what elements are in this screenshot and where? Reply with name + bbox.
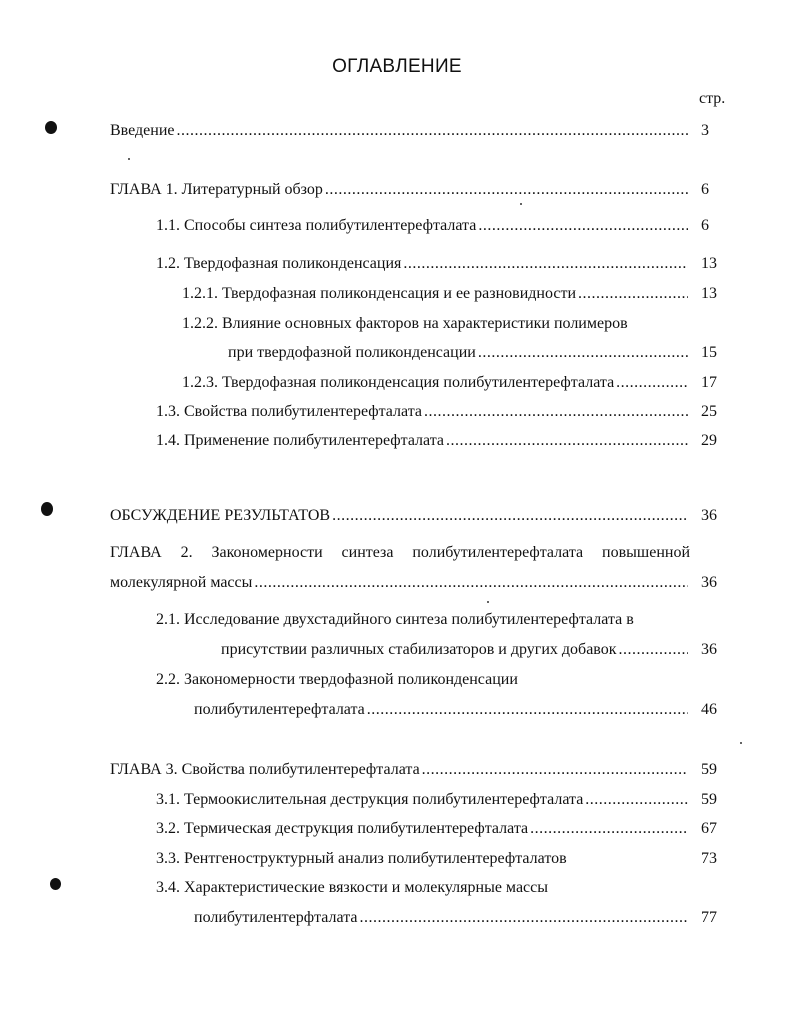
- toc-entry-1-3[interactable]: [156, 402, 690, 422]
- toc-entry-3-3[interactable]: [156, 849, 567, 869]
- toc-entry-text: 1.3. Свойства полибутилентерефталата: [156, 403, 422, 420]
- toc-entry-1-2-2[interactable]: [182, 314, 628, 334]
- toc-entry-2-1-continuation[interactable]: [221, 640, 690, 660]
- leader-dots: [332, 506, 688, 526]
- toc-entry-chapter-3[interactable]: [110, 760, 690, 780]
- leader-dots: [367, 700, 688, 720]
- toc-entry-text: ОБСУЖДЕНИЕ РЕЗУЛЬТАТОВ: [110, 507, 331, 524]
- toc-page-number: 13: [701, 285, 717, 302]
- page-title: ОГЛАВЛЕНИЕ: [332, 56, 462, 77]
- leader-dots: [619, 640, 688, 660]
- toc-entry-1-2-3[interactable]: [182, 373, 690, 393]
- leader-dots: [578, 284, 688, 304]
- toc-entry-2-1[interactable]: [156, 610, 634, 630]
- leader-dots: [325, 180, 688, 200]
- toc-entry-1-1[interactable]: [156, 216, 690, 236]
- toc-entry-chapter-2[interactable]: ГЛАВА 2. Закономерности синтеза полибутилентерефталата повышенной: [110, 544, 690, 561]
- scan-blot-mark: [45, 121, 57, 134]
- toc-entry-text: 3.4. Характеристические вязкости и молекулярные массы: [156, 879, 548, 896]
- leader-dots: [424, 402, 688, 422]
- toc-entry-text-continuation: полибутилентерфталата: [194, 909, 358, 926]
- toc-page-number: 59: [701, 791, 717, 808]
- leader-dots: [403, 254, 688, 274]
- scan-speck: [128, 158, 130, 160]
- leader-dots: [422, 760, 688, 780]
- toc-entry-chapter-2-continuation[interactable]: [110, 573, 690, 593]
- toc-page-number: 36: [701, 574, 717, 591]
- toc-page-number: 77: [701, 909, 717, 926]
- leader-dots: [478, 216, 688, 236]
- toc-page-number: 29: [701, 432, 717, 449]
- toc-page-number: 36: [701, 641, 717, 658]
- toc-entry-1-4[interactable]: [156, 431, 690, 451]
- toc-entry-text-continuation: присутствии различных стабилизаторов и других добавок: [221, 641, 617, 658]
- toc-entry-text: 1.4. Применение полибутилентерефталата: [156, 432, 445, 449]
- toc-entry-2-2[interactable]: [156, 670, 518, 690]
- toc-entry-text: 1.2.2. Влияние основных факторов на характеристики полимеров: [182, 315, 628, 332]
- toc-entry-text: 1.2. Твердофазная поликонденсация: [156, 255, 402, 272]
- toc-entry-text: 2.2. Закономерности твердофазной поликонденсации: [156, 671, 518, 688]
- toc-entry-text: 1.1. Способы синтеза полибутилентерефталата: [156, 217, 477, 234]
- toc-entry-text-continuation: при твердофазной поликонденсации: [228, 344, 476, 361]
- toc-page-number: 59: [701, 761, 717, 778]
- toc-entry-1-2-2-continuation[interactable]: [228, 343, 690, 363]
- toc-page-number: 13: [701, 255, 717, 272]
- scan-speck: [487, 601, 489, 603]
- toc-entry-text: 2.1. Исследование двухстадийного синтеза полибутилентерефталата в: [156, 611, 634, 628]
- toc-entry-text: 3.2. Термическая деструкция полибутилентерефталата: [156, 820, 529, 837]
- toc-page-number: 15: [701, 344, 717, 361]
- toc-page-number: 6: [701, 217, 709, 234]
- toc-page-number: 3: [701, 122, 709, 139]
- leader-dots: [530, 819, 688, 839]
- toc-entry-chapter-1[interactable]: [110, 180, 690, 200]
- toc-entry-text: Введение: [110, 122, 175, 139]
- toc-entry-discussion[interactable]: [110, 506, 690, 526]
- leader-dots: [616, 373, 688, 393]
- scan-blot-mark: [50, 878, 61, 890]
- leader-dots: [478, 343, 688, 363]
- toc-entry-2-2-continuation[interactable]: [194, 700, 690, 720]
- toc-entry-3-1[interactable]: [156, 790, 690, 810]
- page-column-label: стр.: [699, 90, 726, 107]
- toc-entry-3-4[interactable]: [156, 878, 548, 898]
- scan-speck: [740, 742, 742, 744]
- toc-entry-text-continuation: молекулярной массы: [110, 574, 253, 591]
- toc-entry-1-2[interactable]: [156, 254, 690, 274]
- toc-entry-text: ГЛАВА 1. Литературный обзор: [110, 181, 323, 198]
- toc-page-number: 46: [701, 701, 717, 718]
- toc-entry-text: 3.3. Рентгеноструктурный анализ полибутилентерефталатов: [156, 850, 567, 867]
- toc-entry-text: ГЛАВА 3. Свойства полибутилентерефталата: [110, 761, 420, 778]
- toc-entry-introduction[interactable]: [110, 121, 690, 141]
- scan-speck: [520, 203, 522, 205]
- scan-blot-mark: [41, 502, 53, 516]
- toc-page-number: 25: [701, 403, 717, 420]
- toc-entry-text: 1.2.3. Твердофазная поликонденсация полибутилентерефталата: [182, 374, 615, 391]
- toc-entry-3-4-continuation[interactable]: [194, 908, 690, 928]
- leader-dots: [359, 908, 688, 928]
- toc-page-number: 36: [701, 507, 717, 524]
- toc-page-number: 73: [701, 850, 717, 867]
- toc-page-number: 6: [701, 181, 709, 198]
- toc-entry-text: 1.2.1. Твердофазная поликонденсация и ее разновидности: [182, 285, 577, 302]
- leader-dots: [585, 790, 688, 810]
- leader-dots: [177, 121, 689, 141]
- toc-entry-text-continuation: полибутилентерефталата: [194, 701, 365, 718]
- toc-page-number: 17: [701, 374, 717, 391]
- toc-entry-3-2[interactable]: [156, 819, 690, 839]
- toc-entry-text: 3.1. Термоокислительная деструкция полибутилентерефталата: [156, 791, 584, 808]
- toc-entry-1-2-1[interactable]: [182, 284, 690, 304]
- toc-page-number: 67: [701, 820, 717, 837]
- leader-dots: [446, 431, 688, 451]
- leader-dots: [254, 573, 688, 593]
